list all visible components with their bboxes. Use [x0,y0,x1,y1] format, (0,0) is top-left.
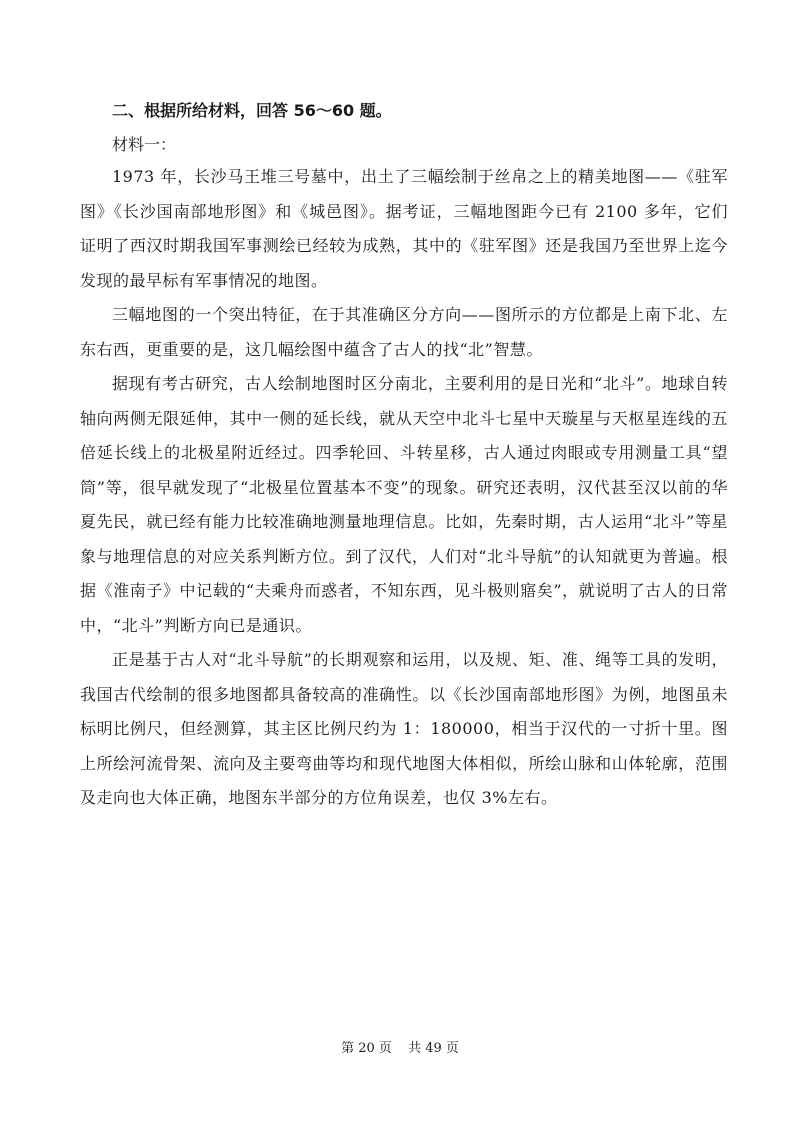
paragraph: 1973 年，长沙马王堆三号墓中，出土了三幅绘制于丝帛之上的精美地图——《驻军图》《长沙国南部地形图》和《城邑图》。据考证，三幅地图距今已有 2100 多年，它们证明了西汉时期我国军事测绘已经较为成熟，其中的《驻军图》还是我国乃至世界上迄今发现的最早标有军事情况的地图。 [80,167,728,290]
paragraph: 正是基于古人对“北斗导航”的长期观察和运用，以及规、矩、准、绳等工具的发明，我国古代绘制的很多地图都具备较高的准确性。以《长沙国南部地形图》为例，地图虽未标明比例尺，但经测算，其主区比例尺约为 1：180000，相当于汉代的一寸折十里。图上所绘河流骨架、流向及主要弯曲等均和现代地图大体相似，所绘山脉和山体轮廓，范围及走向也大体正确，地图东半部分的方位角误差，也仅 3%左右。 [80,650,728,807]
material-body [80,160,728,816]
total-pages: 共 49 页 [408,1041,459,1056]
page-number: 第 20 页 [341,1041,392,1056]
paragraph: 据现有考古研究，古人绘制地图时区分南北，主要利用的是日光和“北斗”。地球自转轴向两侧无限延伸，其中一侧的延长线，就从天空中北斗七星中天璇星与天枢星连线的五倍延长线上的北极星附近经过。四季轮回、斗转星移，古人通过肉眼或专用测量工具“望筒”等，很早就发现了“北极星位置基本不变”的现象。研究还表明，汉代甚至汉以前的华夏先民，就已经有能力比较准确地测量地理信息。比如，先秦时期，古人运用“北斗”等星象与地理信息的对应关系判断方位。到了汉代，人们对“北斗导航”的认知就更为普遍。根据《淮南子》中记载的“夫乘舟而惑者，不知东西，见斗极则寤矣”，就说明了古人的日常中，“北斗”判断方向已是通识。 [80,374,728,635]
page-footer [0,1039,800,1059]
paragraph: 三幅地图的一个突出特征，在于其准确区分方向——图所示的方位都是上南下北、左东右西，更重要的是，这几幅绘图中蕴含了古人的找“北”智慧。 [80,305,728,359]
section-heading: 二、根据所给材料，回答 56～60 题。 [112,101,392,120]
material-label: 材料一： [112,135,177,154]
